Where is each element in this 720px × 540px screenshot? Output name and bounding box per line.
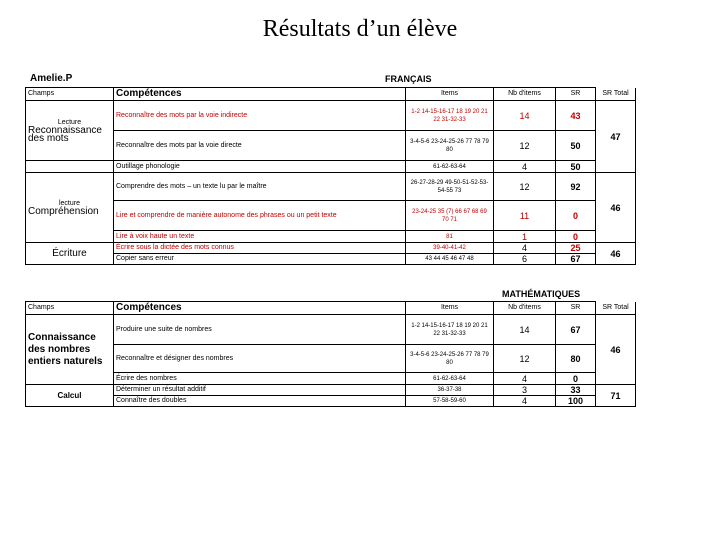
- header-sr: SR: [556, 88, 596, 101]
- competence: Outillage phonologie: [114, 161, 406, 173]
- sr-value: 0: [556, 373, 596, 385]
- nb-items: 4: [494, 161, 556, 173]
- competence: Comprendre des mots – un texte lu par le maître: [114, 173, 406, 201]
- table-row: [26, 131, 636, 161]
- header-nb-items: Nb d'items: [494, 302, 556, 315]
- sr-value: 100: [556, 396, 596, 407]
- header-competences: Compétences: [114, 88, 406, 101]
- header-nb-items: Nb d'items: [494, 88, 556, 101]
- nb-items: 14: [494, 101, 556, 131]
- header-competences: Compétences: [114, 302, 406, 315]
- items-list: 1-2 14-15-16-17 18 19 20 21 22 31-32-33: [406, 101, 494, 131]
- table-row: [26, 161, 636, 173]
- header-sr-total: SR Total: [596, 88, 636, 101]
- subject-maths: MATHÉMATIQUES: [502, 289, 581, 299]
- header-items: Items: [406, 302, 494, 315]
- sr-total: 46: [596, 243, 636, 265]
- items-list: 26-27-28-29 49-50-51-52-53-54-55 73: [406, 173, 494, 201]
- competence: Reconnaître des mots par la voie indirecte: [114, 101, 406, 131]
- items-list: 43 44 45 46 47 48: [406, 254, 494, 265]
- competence: Copier sans erreur: [114, 254, 406, 265]
- table-row: [26, 396, 636, 407]
- nb-items: 4: [494, 243, 556, 254]
- table-header-row: [26, 88, 636, 101]
- champ-sub-label: lecture: [58, 199, 80, 207]
- sr-value: 33: [556, 385, 596, 396]
- table-row: [26, 201, 636, 231]
- competence: Déterminer un résultat additif: [114, 385, 406, 396]
- subject-francais: FRANÇAIS: [385, 74, 432, 84]
- nb-items: 1: [494, 231, 556, 243]
- nb-items: 12: [494, 345, 556, 373]
- champ-comprehension: lecture Compréhension: [26, 173, 114, 243]
- competence: Écrire des nombres: [114, 373, 406, 385]
- champ-calcul: Calcul: [26, 385, 114, 407]
- maths-table: [25, 301, 636, 407]
- competence: Écrire sous la dictée des mots connus: [114, 243, 406, 254]
- nb-items: 4: [494, 373, 556, 385]
- table-row: [26, 101, 636, 131]
- competence: Reconnaître des mots par la voie directe: [114, 131, 406, 161]
- sr-value: 50: [556, 131, 596, 161]
- sr-total: 46: [596, 173, 636, 243]
- header-champs: Champs: [26, 88, 114, 101]
- header-champs: Champs: [26, 302, 114, 315]
- items-list: 3-4-5-6 23-24-25-26 77 78 79 80: [406, 345, 494, 373]
- nb-items: 12: [494, 173, 556, 201]
- nb-items: 14: [494, 315, 556, 345]
- sr-value: 50: [556, 161, 596, 173]
- sr-value: 67: [556, 254, 596, 265]
- sr-value: 92: [556, 173, 596, 201]
- sr-total: 46: [596, 315, 636, 385]
- header-sr-total: SR Total: [596, 302, 636, 315]
- items-list: 61-62-63-64: [406, 373, 494, 385]
- nb-items: 3: [494, 385, 556, 396]
- competence: Lire et comprendre de manière autonome des phrases ou un petit texte: [114, 201, 406, 231]
- sr-value: 80: [556, 345, 596, 373]
- champ-connaissance: Connaissance des nombres entiers naturels: [26, 315, 114, 385]
- header-sr: SR: [556, 302, 596, 315]
- page-title: Résultats d’un élève: [262, 16, 458, 42]
- sr-value: 25: [556, 243, 596, 254]
- sr-value: 0: [556, 201, 596, 231]
- sr-value: 67: [556, 315, 596, 345]
- table-row: [26, 373, 636, 385]
- table-row: [26, 243, 636, 254]
- champ-reconnaissance: Lecture Reconnaissance des mots: [26, 101, 114, 161]
- header-items: Items: [406, 88, 494, 101]
- champ-sub-label: Lecture: [57, 118, 82, 126]
- sr-value: 43: [556, 101, 596, 131]
- items-list: 61-62-63-64: [406, 161, 494, 173]
- table-row: [26, 345, 636, 373]
- sr-value: 0: [556, 231, 596, 243]
- table-row: [26, 231, 636, 243]
- items-list: 3-4-5-6 23-24-25-26 77 78 79 80: [406, 131, 494, 161]
- items-list: 39-40-41-42: [406, 243, 494, 254]
- items-list: 1-2 14-15-16-17 18 19 20 21 22 31-32-33: [406, 315, 494, 345]
- items-list: 81: [406, 231, 494, 243]
- items-list: 36-37-38: [406, 385, 494, 396]
- nb-items: 4: [494, 396, 556, 407]
- table-row: [26, 254, 636, 265]
- competence: Lire à voix haute un texte: [114, 231, 406, 243]
- empty-cell: [26, 161, 114, 173]
- nb-items: 6: [494, 254, 556, 265]
- competence: Produire une suite de nombres: [114, 315, 406, 345]
- table-row: [26, 315, 636, 345]
- sr-total: 71: [596, 385, 636, 407]
- sr-total: 47: [596, 101, 636, 173]
- items-list: 23-24-25 35 (7) 66 67 68 69 70 71: [406, 201, 494, 231]
- nb-items: 12: [494, 131, 556, 161]
- competence: Reconnaître et désigner des nombres: [114, 345, 406, 373]
- champ-ecriture: Écriture: [26, 243, 114, 265]
- nb-items: 11: [494, 201, 556, 231]
- francais-table: [25, 87, 636, 265]
- items-list: 57-58-59-60: [406, 396, 494, 407]
- table-row: [26, 385, 636, 396]
- table-header-row: [26, 302, 636, 315]
- student-name: Amelie.P: [30, 73, 73, 84]
- competence: Connaître des doubles: [114, 396, 406, 407]
- table-row: [26, 173, 636, 201]
